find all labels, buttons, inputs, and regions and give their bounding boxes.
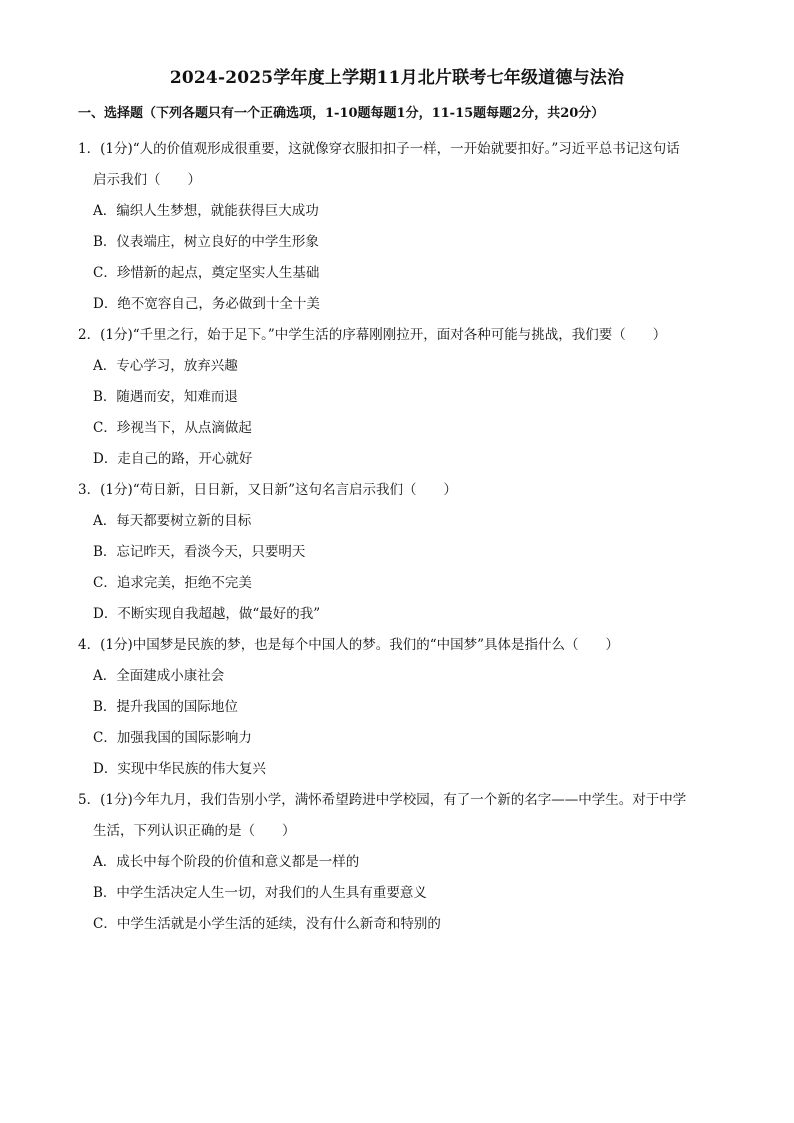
option-d: D．不断实现自我超越，做“最好的我” xyxy=(93,606,321,622)
question-stem xyxy=(78,134,728,196)
page-title: 2024-2025学年度上学期11月北片联考七年级道德与法治 xyxy=(169,68,625,88)
option-c: C．追求完美，拒绝不完美 xyxy=(93,575,252,591)
question-stem-line: 2．(1分)“千里之行，始于足下。”中学生活的序幕刚刚拉开，面对各种可能与挑战，我们要（ ） xyxy=(78,327,667,343)
option-c: C．珍惜新的起点，奠定坚实人生基础 xyxy=(93,265,320,281)
option-b: B．提升我国的国际地位 xyxy=(93,699,238,715)
question-stem-continuation: 生活，下列认识正确的是（ ） xyxy=(93,823,296,839)
section-heading: 一、选择题（下列各题只有一个正确选项，1-10题每题1分，11-15题每题2分，共20分） xyxy=(78,106,605,121)
question-stem-line: 5．(1分)今年九月，我们告别小学，满怀希望跨进中学校园，有了一个新的名字——中学生。对于中学 xyxy=(78,792,687,808)
option-a: A．全面建成小康社会 xyxy=(93,668,225,684)
option-b: B．中学生活决定人生一切，对我们的人生具有重要意义 xyxy=(93,885,427,901)
question-1 xyxy=(78,134,728,320)
option-d: D．走自己的路，开心就好 xyxy=(93,451,253,467)
option-c: C．中学生活就是小学生活的延续，没有什么新奇和特别的 xyxy=(93,916,441,932)
option-b: B．忘记昨天，看淡今天，只要明天 xyxy=(93,544,306,560)
question-stem-line: 4．(1分)中国梦是民族的梦，也是每个中国人的梦。我们的“中国梦”具体是指什么（ ） xyxy=(78,637,620,653)
question-stem xyxy=(78,785,728,847)
question-3 xyxy=(78,475,728,630)
option-c: C．加强我国的国际影响力 xyxy=(93,730,252,746)
option-a: A．每天都要树立新的目标 xyxy=(93,513,252,529)
option-d: D．绝不宽容自己，务必做到十全十美 xyxy=(93,296,320,312)
option-a: A．编织人生梦想，就能获得巨大成功 xyxy=(93,203,319,219)
question-4 xyxy=(78,630,728,785)
question-stem-line: 1．(1分)“人的价值观形成很重要，这就像穿衣服扣扣子一样，一开始就要扣好。”习近平总书记这句话 xyxy=(78,141,680,157)
question-list xyxy=(78,134,728,940)
option-a: A．专心学习，放弃兴趣 xyxy=(93,358,238,374)
question-5 xyxy=(78,785,728,940)
question-stem xyxy=(78,630,728,661)
question-stem-line: 3．(1分)“苟日新，日日新，又日新”这句名言启示我们（ ） xyxy=(78,482,458,498)
option-c: C．珍视当下，从点滴做起 xyxy=(93,420,252,436)
question-stem-continuation: 启示我们（ ） xyxy=(93,172,201,188)
option-d: D．实现中华民族的伟大复兴 xyxy=(93,761,266,777)
question-stem xyxy=(78,320,728,351)
question-2 xyxy=(78,320,728,475)
option-b: B．仪表端庄，树立良好的中学生形象 xyxy=(93,234,319,250)
option-a: A．成长中每个阶段的价值和意义都是一样的 xyxy=(93,854,360,870)
question-stem xyxy=(78,475,728,506)
option-b: B．随遇而安，知难而退 xyxy=(93,389,238,405)
